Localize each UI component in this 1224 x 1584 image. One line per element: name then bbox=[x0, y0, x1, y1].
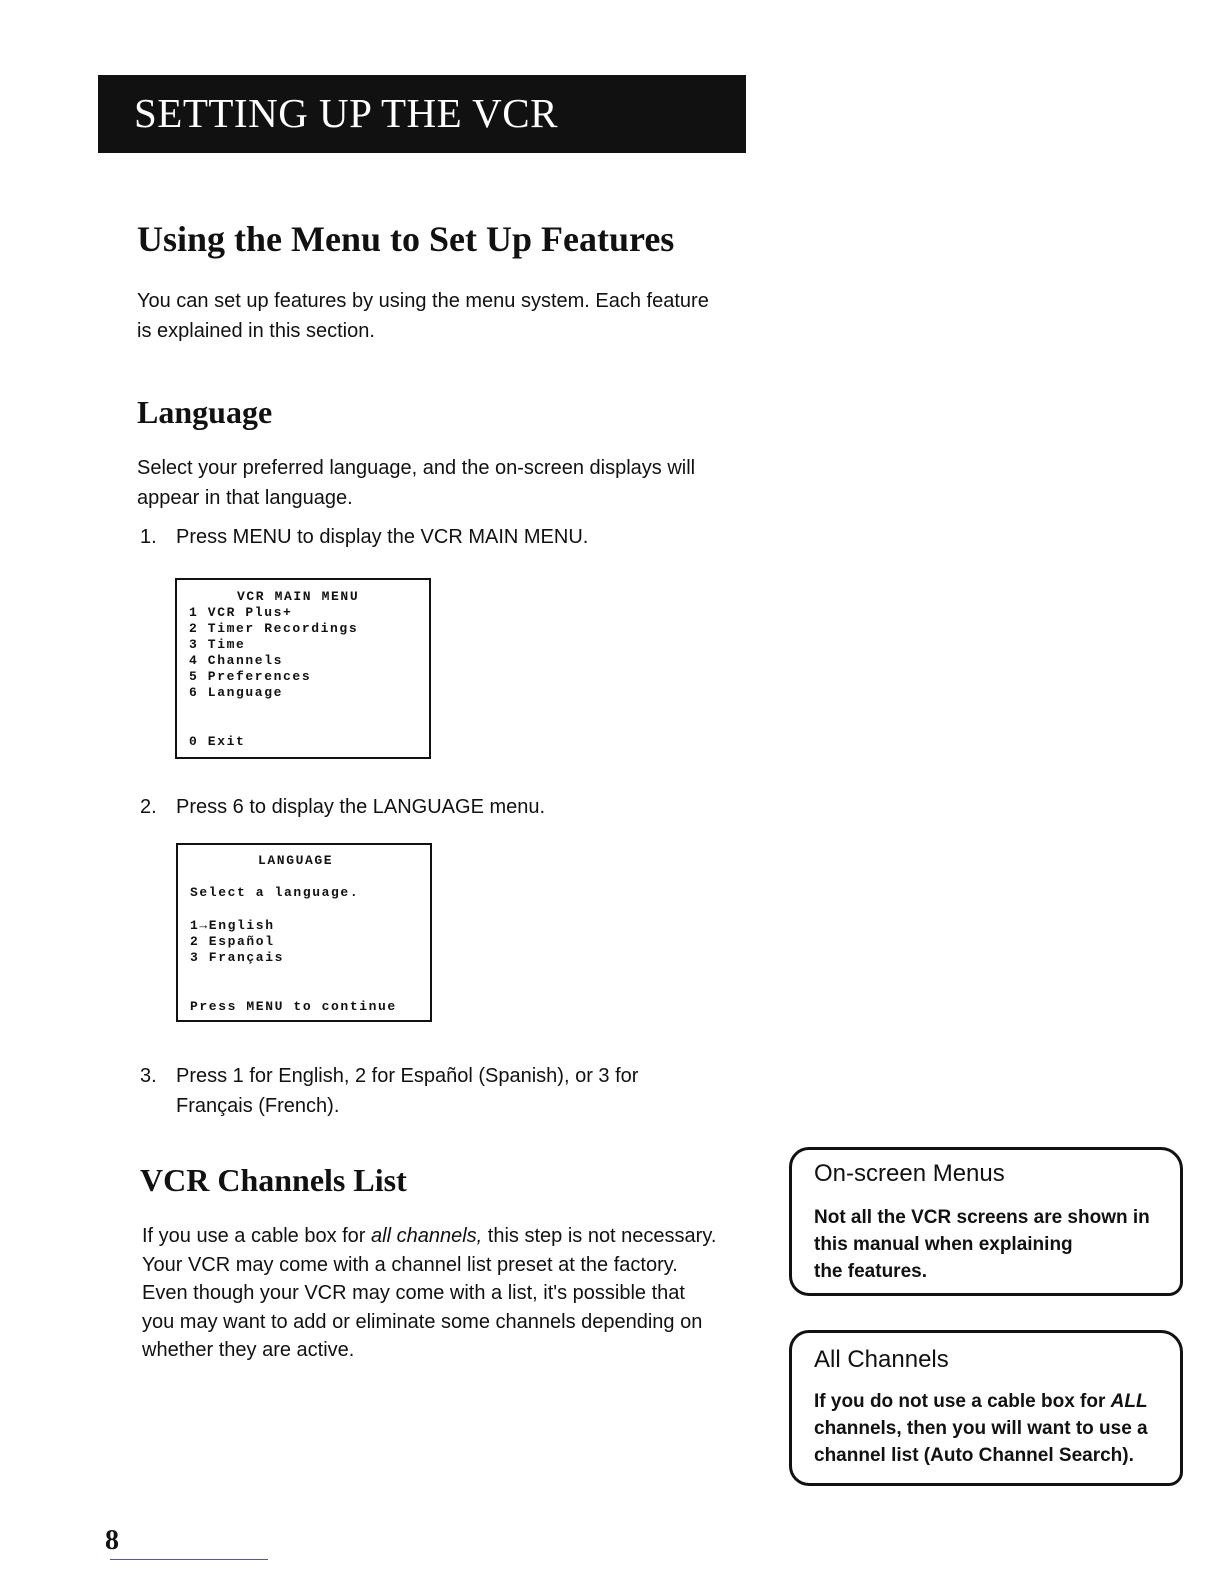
note-line bbox=[814, 1388, 1170, 1415]
note-body bbox=[814, 1388, 1170, 1469]
channels-line bbox=[142, 1222, 716, 1251]
step-text: Press 6 to display the LANGUAGE menu. bbox=[176, 796, 546, 818]
step-number: 1. bbox=[140, 526, 157, 548]
note-text: If you do not use a cable box for bbox=[814, 1391, 1111, 1412]
menu-item: 5 Preferences bbox=[189, 669, 312, 684]
step-number: 2. bbox=[140, 796, 157, 818]
step-text: Press 1 for English, 2 for Español (Spanish), or 3 for bbox=[176, 1065, 639, 1087]
heading-using-menu: Using the Menu to Set Up Features bbox=[137, 219, 675, 259]
channels-text: this step is not necessary. bbox=[482, 1225, 717, 1247]
channels-emphasis: all channels, bbox=[371, 1225, 483, 1247]
channels-line: Even though your VCR may come with a list, it's possible that bbox=[142, 1282, 685, 1304]
step-text: Press MENU to display the VCR MAIN MENU. bbox=[176, 526, 589, 548]
screen-title: LANGUAGE bbox=[258, 853, 334, 868]
note-title: On-screen Menus bbox=[814, 1160, 1005, 1187]
menu-item: 4 Channels bbox=[189, 653, 284, 668]
intro-paragraph bbox=[137, 286, 709, 346]
menu-item: 3 Time bbox=[189, 637, 246, 652]
note-line: channel list (Auto Channel Search). bbox=[814, 1445, 1134, 1466]
menu-item: 2 Timer Recordings bbox=[189, 621, 359, 636]
screen-footer: Press MENU to continue bbox=[190, 999, 397, 1014]
section-banner bbox=[98, 75, 746, 153]
step-number: 3. bbox=[140, 1065, 157, 1087]
channels-paragraph bbox=[142, 1222, 716, 1365]
note-body bbox=[814, 1204, 1170, 1285]
language-line: Select your preferred language, and the on-screen displays will bbox=[137, 457, 696, 479]
note-title: All Channels bbox=[814, 1346, 949, 1373]
language-option: 2 Español bbox=[190, 934, 275, 949]
channels-line: whether they are active. bbox=[142, 1339, 355, 1361]
note-line: Not all the VCR screens are shown in bbox=[814, 1207, 1150, 1228]
channels-line: Your VCR may come with a channel list preset at the factory. bbox=[142, 1253, 678, 1276]
language-option: 1→English bbox=[190, 918, 275, 933]
language-menu-screen bbox=[176, 843, 432, 1022]
language-line: appear in that language. bbox=[137, 487, 353, 509]
heading-language: Language bbox=[137, 394, 273, 430]
language-option: 3 Français bbox=[190, 950, 285, 965]
language-paragraph bbox=[137, 453, 695, 513]
banner-title: SETTING UP THE VCR bbox=[134, 90, 558, 136]
channels-text: If you use a cable box for bbox=[142, 1225, 372, 1247]
vcr-main-menu-screen bbox=[175, 578, 431, 759]
note-emphasis: ALL bbox=[1110, 1391, 1148, 1412]
all-channels-note bbox=[789, 1330, 1183, 1486]
screen-prompt: Select a language. bbox=[190, 885, 360, 900]
intro-line: You can set up features by using the menu system. Each feature bbox=[137, 290, 709, 312]
note-line: channels, then you will want to use a bbox=[814, 1418, 1148, 1439]
screen-title: VCR MAIN MENU bbox=[237, 589, 360, 604]
page-number: 8 bbox=[105, 1525, 119, 1556]
intro-line: is explained in this section. bbox=[137, 320, 375, 342]
note-line: the features. bbox=[814, 1261, 927, 1282]
menu-exit: 0 Exit bbox=[189, 734, 246, 749]
onscreen-menus-note bbox=[789, 1147, 1183, 1296]
footer-rule bbox=[110, 1559, 268, 1560]
heading-channels-list: VCR Channels List bbox=[140, 1162, 407, 1198]
note-line: this manual when explaining bbox=[814, 1234, 1073, 1255]
step-text: Français (French). bbox=[176, 1095, 340, 1117]
menu-item: 6 Language bbox=[189, 685, 284, 700]
menu-item: 1 VCR Plus+ bbox=[189, 605, 293, 620]
channels-line: you may want to add or eliminate some channels depending on bbox=[142, 1310, 703, 1333]
